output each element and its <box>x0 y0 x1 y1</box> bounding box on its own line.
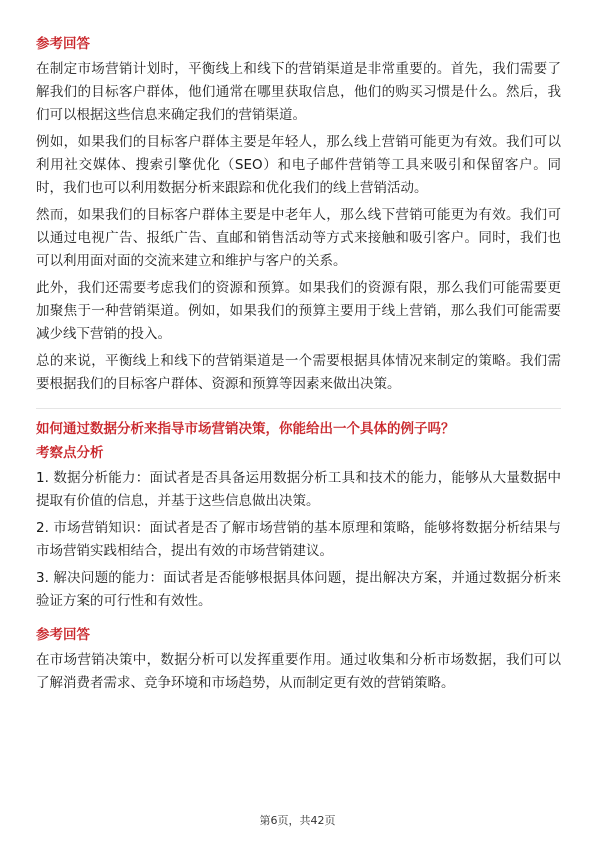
analysis-item: 3. 解决问题的能力：面试者是否能够根据具体问题，提出解决方案，并通过数据分析来验证方案的可行性和有效性。 <box>36 570 561 609</box>
answer-paragraph: 总的来说，平衡线上和线下的营销渠道是一个需要根据具体情况来制定的策略。我们需要根据我们的目标客户群体、资源和预算等因素来做出决策。 <box>36 353 561 392</box>
page-content <box>36 34 561 699</box>
answer-paragraph: 此外，我们还需要考虑我们的资源和预算。如果我们的资源有限，那么我们可能需要更加聚焦于一种营销渠道。例如，如果我们的预算主要用于线上营销，那么我们可能需要减少线下营销的投入。 <box>36 280 561 342</box>
analysis-item: 1. 数据分析能力：面试者是否具备运用数据分析工具和技术的能力，能够从大量数据中提取有价值的信息，并基于这些信息做出决策。 <box>36 470 561 509</box>
answer-paragraph: 在制定市场营销计划时，平衡线上和线下的营销渠道是非常重要的。首先，我们需要了解我们的目标客户群体，他们通常在哪里获取信息，他们的购买习惯是什么。然后，我们可以根据这些信息来确定我们的营销渠道。 <box>36 61 561 123</box>
answer-paragraph: 然而，如果我们的目标客户群体主要是中老年人，那么线下营销可能更为有效。我们可以通过电视广告、报纸广告、直邮和销售活动等方式来接触和吸引客户。同时，我们也可以利用面对面的交流来建立和维护与客户的关系。 <box>36 207 561 269</box>
analysis-heading: 考察点分析 <box>36 445 104 461</box>
interview-question: 如何通过数据分析来指导市场营销决策，你能给出一个具体的例子吗？ <box>36 421 455 437</box>
reference-answer-heading: 参考回答 <box>36 627 90 643</box>
analysis-item: 2. 市场营销知识：面试者是否了解市场营销的基本原理和策略，能够将数据分析结果与市场营销实践相结合，提出有效的市场营销建议。 <box>36 520 561 559</box>
answer-paragraph: 例如，如果我们的目标客户群体主要是年轻人，那么线上营销可能更为有效。我们可以利用社交媒体、搜索引擎优化（SEO）和电子邮件营销等工具来吸引和保留客户。同时，我们也可以利用数据分析来跟踪和优化我们的线上营销活动。 <box>36 134 561 196</box>
answer-paragraph: 在市场营销决策中，数据分析可以发挥重要作用。通过收集和分析市场数据，我们可以了解消费者需求、竞争环境和市场趋势，从而制定更有效的营销策略。 <box>36 652 561 691</box>
section-divider <box>36 408 561 409</box>
page-number: 第6页，共42页 <box>259 814 336 827</box>
reference-answer-heading: 参考回答 <box>36 36 90 52</box>
